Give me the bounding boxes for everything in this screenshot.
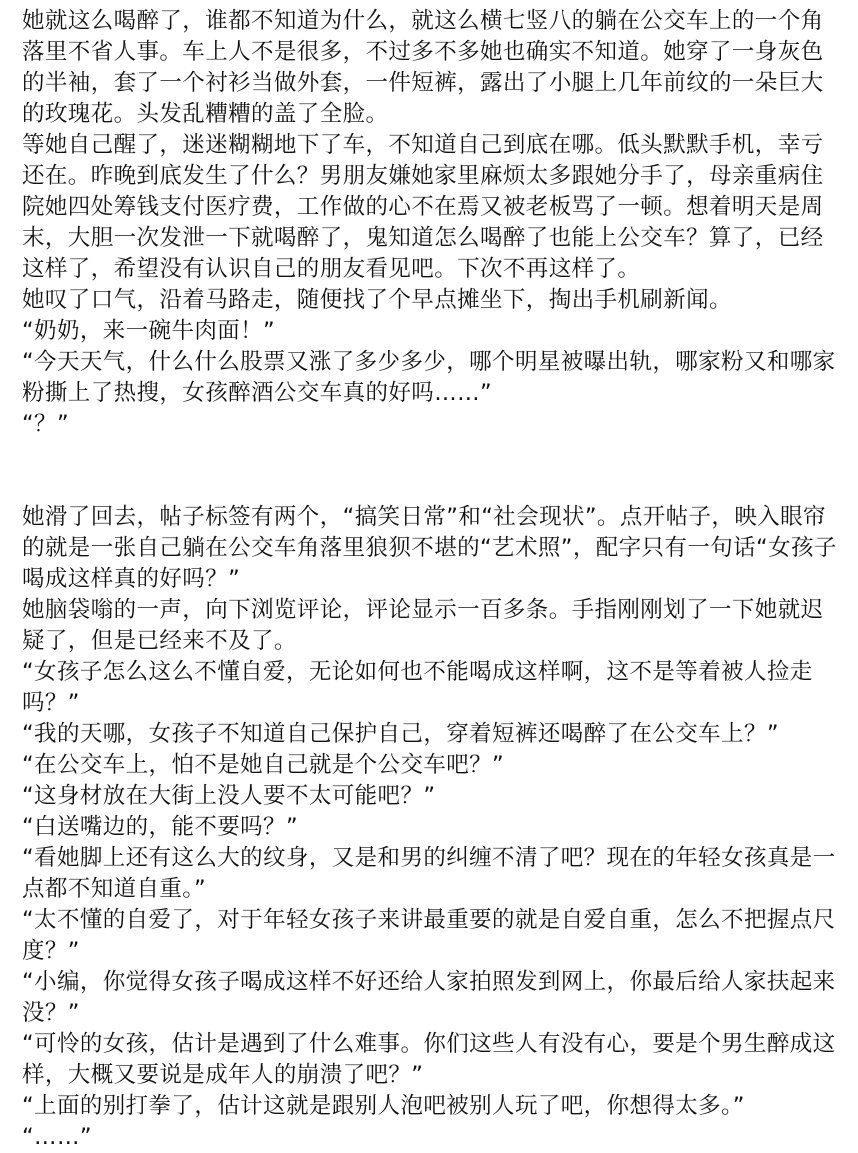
comment-line: “可怜的女孩，估计是遇到了什么难事。你们这些人有没有心，要是个男生醉成这样，大概又要说是成年人的崩溃了吧？” [22,1031,836,1088]
comment-line: “看她脚上还有这么大的纹身，又是和男的纠缠不清了吧？现在的年轻女孩真是一点都不知道自重。” [22,845,836,902]
comment-line: “在公交车上，怕不是她自己就是个公交车吧？” [22,752,505,778]
comment-line: “女孩子怎么这么不懂自爱，无论如何也不能喝成这样啊，这不是等着被人捡走吗？” [22,659,813,716]
paragraph-waking-up: 等她自己醒了，迷迷糊糊地下了车，不知道自己到底在哪。低头默默手机，幸亏还在。昨晚到底发生了什么？男朋友嫌她家里麻烦太多跟她分手了，母亲重病住院她四处筹钱支付医疗费，工作做的心不在焉又被老板骂了一顿。想着明天是周末，大胆一次发泄一下就喝醉了，鬼知道怎么喝醉了也能上公交车？算了，已经这样了，希望没有认识自己的朋友看见吧。下次不再这样了。 [22,132,824,282]
comment-line: “上面的别打拳了，估计这就是跟别人泡吧被别人玩了吧，你想得太多。” [22,1093,745,1119]
comment-ellipsis: “……” [22,1124,92,1150]
paragraph-breakfast-stall: 她叹了口气，沿着马路走，随便找了个早点摊坐下，掏出手机刷新闻。 [22,287,732,313]
paragraph-reads-comments: 她脑袋嗡的一声，向下浏览评论，评论显示一百多条。手指刚刚划了一下她就迟疑了，但是已经来不及了。 [22,597,824,654]
comment-line: “白送嘴边的，能不要吗？” [22,814,299,840]
comment-line: “太不懂的自爱了，对于年轻女孩子来讲最重要的就是自爱自重，怎么不把握点尺度？” [22,907,836,964]
dialogue-news-feed: “今天天气，什么什么股票又涨了多少多少，哪个明星被曝出轨，哪家粉又和哪家粉撕上了热搜，女孩醉酒公交车真的好吗……” [22,349,836,406]
comment-line: “小编，你觉得女孩子喝成这样不好还给人家拍照发到网上，你最后给人家扶起来没？” [22,969,836,1026]
comment-line: “我的天哪，女孩子不知道自己保护自己，穿着短裤还喝醉了在公交车上？” [22,721,779,747]
paragraph-opens-post: 她滑了回去，帖子标签有两个，“搞笑日常”和“社会现状”。点开帖子，映入眼帘的就是一张自己躺在公交车角落里狼狈不堪的“艺术照”，配字只有一句话“女孩子喝成这样真的好吗？” [22,504,837,592]
dialogue-question-mark: “？” [22,411,70,437]
paragraph-drunk-on-bus: 她就这么喝醉了，谁都不知道为什么，就这么横七竖八的躺在公交车上的一个角落里不省人事。车上人不是很多，不过多不多她也确实不知道。她穿了一身灰色的半袖，套了一个衬衫当做外套，一件短裤，露出了小腿上几年前纹的一朵巨大的玫瑰花。头发乱糟糟的盖了全脸。 [22,8,824,127]
comment-line: “这身材放在大街上没人要不太可能吧？” [22,783,436,809]
section-gap [22,440,840,502]
dialogue-order-noodles: “奶奶，来一碗牛肉面！” [22,318,276,344]
